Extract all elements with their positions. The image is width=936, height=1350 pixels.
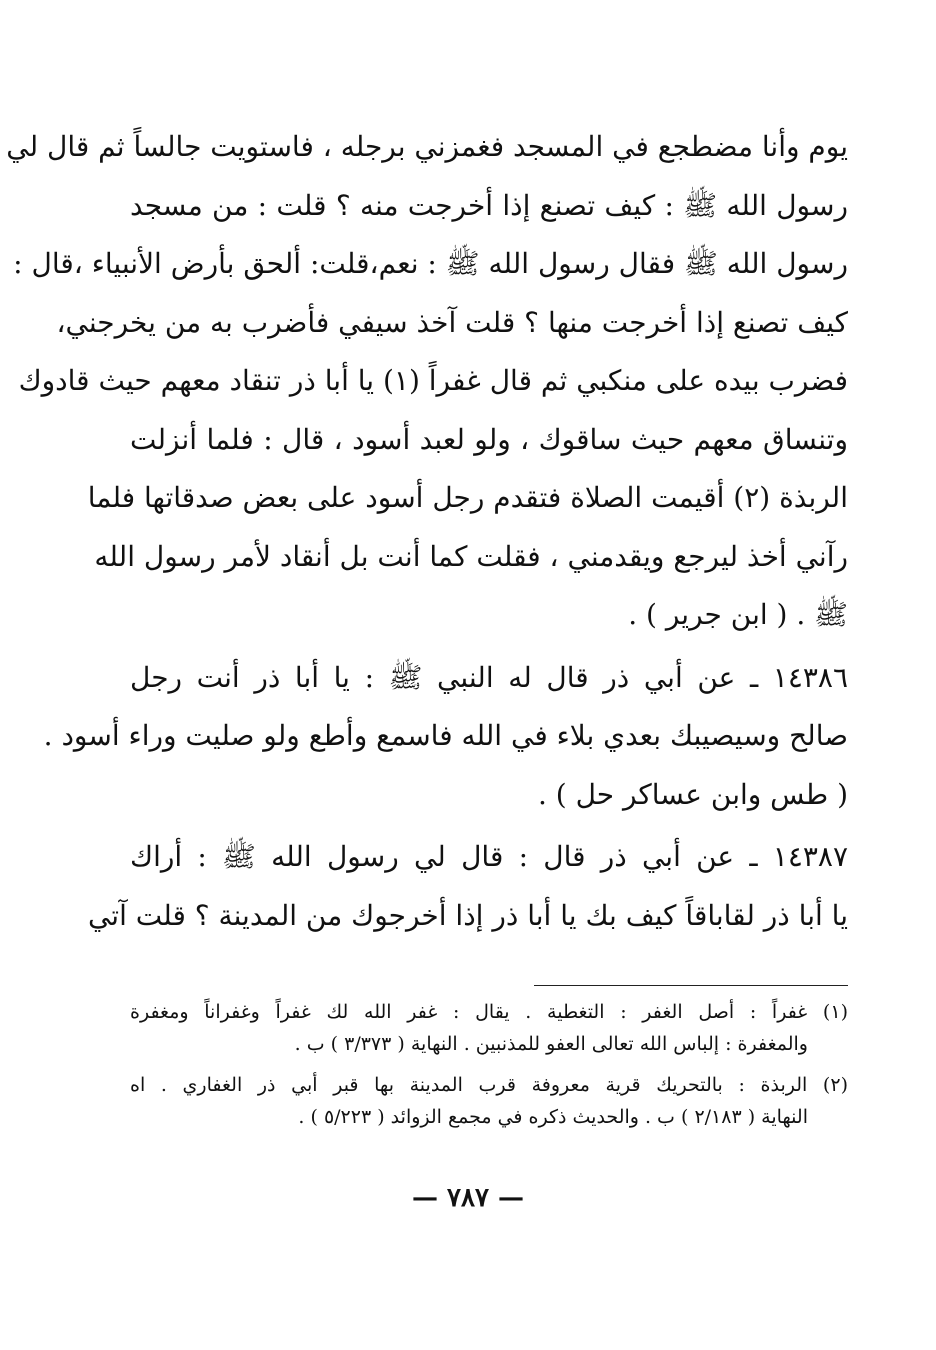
- main-text: [6, 118, 848, 945]
- page-number: — ٧٨٧ —: [411, 1183, 525, 1213]
- hadith-14387-line: ١٤٣٨٧ ـ عن أبي ذر قال : قال لي رسول الله ﷺ : أراك: [130, 840, 848, 873]
- text-line: كيف تصنع إذا أخرجت منها ؟ قلت آخذ سيفي فأضرب به من يخرجني،: [56, 305, 848, 339]
- text-line: وتنساق معهم حيث ساقوك ، ولو لعبد أسود ، قال : فلما أنزلت: [130, 422, 848, 456]
- hadith-14386-line: ١٤٣٨٦ ـ عن أبي ذر قال له النبي ﷺ : يا أبا ذر أنت رجل: [130, 660, 848, 694]
- footnote-divider: [534, 985, 848, 986]
- footnote-line: (٢) الربذة : بالتحريك قرية معروفة قرب المدينة بها قبر أبي ذر الغفاري . اه: [130, 1074, 848, 1096]
- text-line: ( طس وابن عساكر حل ) .: [537, 777, 848, 811]
- text-line: فضرب بيده على منكبي ثم قال غفراً (١) يا أبا ذر تنقاد معهم حيث قادوك: [18, 364, 848, 397]
- text-line: يا أبا ذر لقاباقاً كيف بك يا أبا ذر إذا أخرجوك من المدينة ؟ قلت آتي: [87, 898, 848, 932]
- text-line: رآني أخذ ليرجع ويقدمني ، فقلت كما أنت بل أنقاد لأمر رسول الله: [94, 539, 848, 573]
- footnote-line: (١) غفراً : أصل الغفر : التغطية . يقال : غفر الله لك غفراً وغفراناً ومغفرة: [130, 1001, 848, 1023]
- text-line: رسول الله ﷺ فقال رسول الله ﷺ : نعم،قلت: ألحق بأرض الأنبياء ،قال :: [13, 247, 848, 280]
- text-line: ﷺ . ( ابن جرير ) .: [628, 598, 848, 631]
- text-line: يوم وأنا مضطجع في المسجد فغمزني برجله ، فاستويت جالساً ثم قال لي: [6, 130, 848, 163]
- footnote-line: والمغفرة : إلباس الله تعالى العفو للمذنبين . النهاية ( ٣/٣٧٣ ) ب .: [294, 1033, 808, 1055]
- text-line: صالح وسيصيبك بعدي بلاء في الله فاسمع وأطع ولو صليت وراء أسود .: [43, 719, 848, 752]
- footnotes: [130, 996, 848, 1133]
- text-line: الربذة (٢) أقيمت الصلاة فتقدم رجل أسود على بعض صدقاتها فلما: [87, 481, 848, 514]
- footnote-line: النهاية ( ٢/١٨٣ ) ب . والحديث ذكره في مجمع الزوائد ( ٥/٢٢٣ ) .: [298, 1106, 808, 1128]
- text-line: رسول الله ﷺ : كيف تصنع إذا أخرجت منه ؟ قلت : من مسجد: [130, 188, 848, 222]
